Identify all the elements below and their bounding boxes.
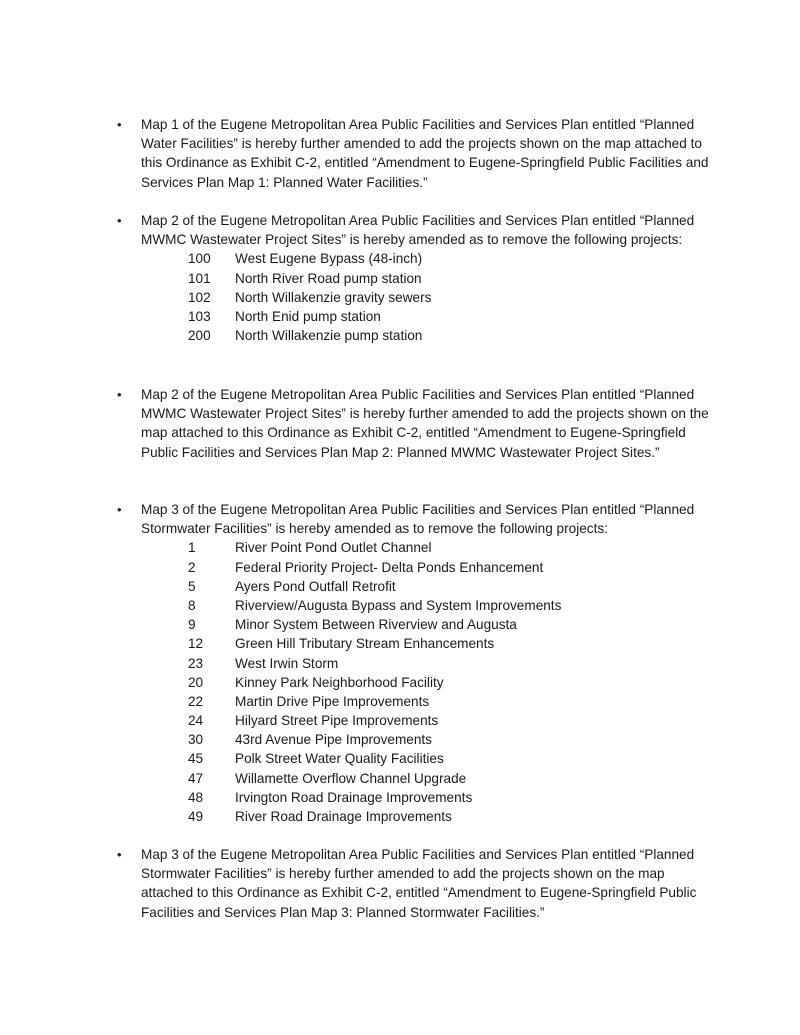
project-number: 9 [188,617,196,633]
project-row [141,538,711,557]
bullet-item-map3-stormwater-remove [117,500,711,826]
project-name: North Willakenzie pump station [235,328,423,344]
project-name: West Eugene Bypass (48-inch) [235,251,423,267]
project-number: 20 [188,674,204,690]
project-number: 100 [188,251,211,267]
project-name: Ayers Pond Outfall Retrofit [235,578,396,594]
bullet-paragraph: Map 3 of the Eugene Metropolitan Area Public Facilities and Services Plan entitled “Planned Stormwater Facilities” is hereby further amended to add the projects shown on the map attached to this Ordinance as Exhibit C-2, entitled “Amendment to Eugene-Springfield Public Facilities and Services Plan Map 3: Planned Stormwater Facilities.” [141,847,697,920]
project-row [141,596,711,615]
project-name: North River Road pump station [235,270,422,286]
project-name: River Point Pond Outlet Channel [235,540,432,556]
bullet-icon: • [117,387,122,402]
project-number: 200 [188,328,211,344]
bullet-item-map2-wastewater-remove [117,211,711,345]
project-row [141,807,711,826]
project-number: 101 [188,270,211,286]
project-row [141,326,711,345]
project-row [141,788,711,807]
project-name: Willamette Overflow Channel Upgrade [235,770,467,786]
bullet-item-map2-wastewater-add [117,385,711,462]
project-number: 8 [188,597,196,613]
project-number: 1 [188,540,196,556]
project-row [141,749,711,768]
project-row [141,577,711,596]
bullet-paragraph: Map 2 of the Eugene Metropolitan Area Public Facilities and Services Plan entitled “Planned MWMC Wastewater Project Sites” is hereby further amended to add the projects shown on the map attached to this Ordinance as Exhibit C-2, entitled “Amendment to Eugene-Springfield Public Facilities and Services Plan Map 2: Planned MWMC Wastewater Project Sites.” [141,387,709,460]
project-name: Minor System Between Riverview and Augusta [235,617,517,633]
bullet-item-map1-water-add [117,115,711,192]
project-row [141,673,711,692]
project-name: North Enid pump station [235,308,381,324]
project-name: Irvington Road Drainage Improvements [235,789,473,805]
project-row [141,288,711,307]
project-row [141,615,711,634]
project-row [141,634,711,653]
project-name: North Willakenzie gravity sewers [235,289,432,305]
project-row [141,307,711,326]
project-number: 24 [188,713,204,729]
project-number: 45 [188,751,204,767]
project-row [141,730,711,749]
bullet-paragraph: Map 3 of the Eugene Metropolitan Area Public Facilities and Services Plan entitled “Planned Stormwater Facilities” is hereby amended as to remove the following projects: [141,502,695,537]
project-number: 102 [188,289,211,305]
project-row [141,692,711,711]
bullet-icon: • [117,213,122,228]
bullet-paragraph: Map 2 of the Eugene Metropolitan Area Public Facilities and Services Plan entitled “Planned MWMC Wastewater Project Sites” is hereby amended as to remove the following projects: [141,213,695,248]
project-name: West Irwin Storm [235,655,339,671]
bullet-paragraph: Map 1 of the Eugene Metropolitan Area Public Facilities and Services Plan entitled “Planned Water Facilities” is hereby further amended to add the projects shown on the map attached to this Ordinance as Exhibit C-2, entitled “Amendment to Eugene-Springfield Public Facilities and Services Plan Map 1: Planned Water Facilities.” [141,117,709,190]
project-number: 12 [188,636,204,652]
project-row [141,769,711,788]
project-name: Martin Drive Pipe Improvements [235,693,430,709]
project-number: 103 [188,308,211,324]
project-row [141,249,711,268]
project-row [141,558,711,577]
bullet-item-map3-stormwater-add [117,845,711,922]
project-number: 2 [188,559,196,575]
project-number: 5 [188,578,196,594]
project-row [141,711,711,730]
project-name: Kinney Park Neighborhood Facility [235,674,444,690]
project-row [141,654,711,673]
project-list [141,249,711,345]
project-list [141,538,711,826]
project-row [141,269,711,288]
project-name: Riverview/Augusta Bypass and System Improvements [235,597,562,613]
bullet-icon: • [117,117,122,132]
project-name: Polk Street Water Quality Facilities [235,751,444,767]
project-number: 49 [188,809,204,825]
project-name: Green Hill Tributary Stream Enhancements [235,636,495,652]
project-number: 22 [188,693,204,709]
project-number: 48 [188,789,204,805]
project-number: 30 [188,732,204,748]
project-number: 47 [188,770,204,786]
project-name: Federal Priority Project- Delta Ponds Enhancement [235,559,544,575]
project-name: River Road Drainage Improvements [235,809,452,825]
bullet-icon: • [117,847,122,862]
project-name: Hilyard Street Pipe Improvements [235,713,439,729]
project-name: 43rd Avenue Pipe Improvements [235,732,432,748]
project-number: 23 [188,655,204,671]
bullet-icon: • [117,502,122,517]
